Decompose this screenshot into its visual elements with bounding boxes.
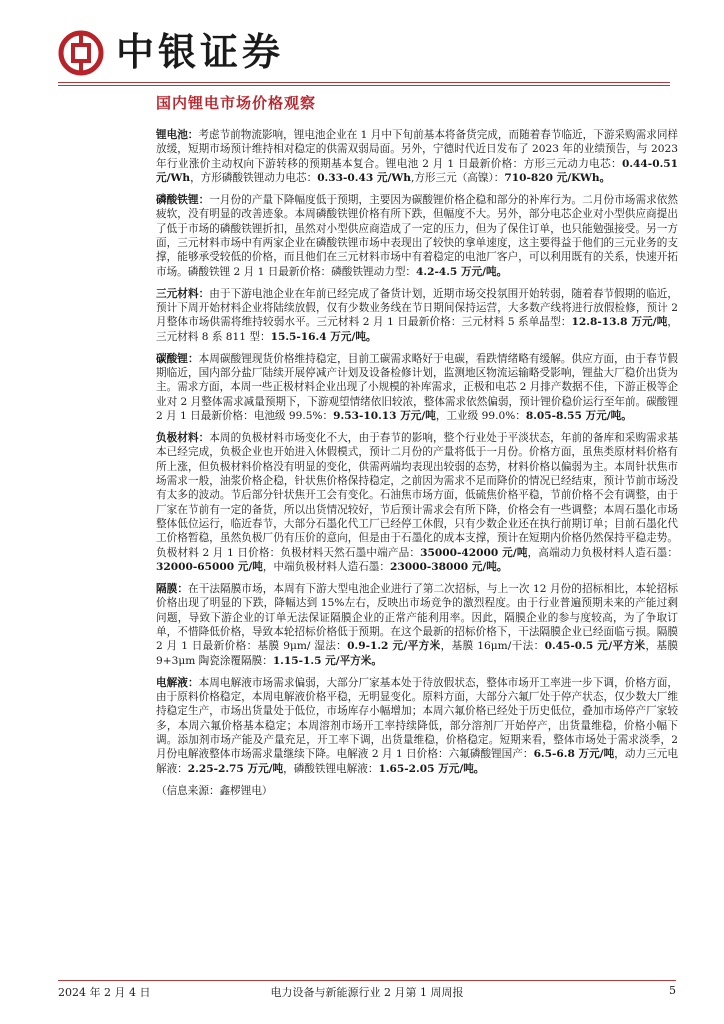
bold-text: 1.15-1.5 元/平方米。 [272, 654, 382, 667]
footer-report-title: 电力设备与新能源行业 2 月第 1 周周报 [270, 986, 464, 999]
bold-text: 隔膜： [156, 582, 189, 595]
bold-text: 23000-38000 元/吨。 [389, 561, 508, 573]
paragraph-list [156, 128, 678, 776]
report-paragraph [156, 128, 678, 185]
bold-text: 0.44-0.51 元/Wh [156, 157, 678, 185]
body-text: 由于下游电池企业在年前已经完成了备货计划，近期市场交投氛围开始转弱，随着春节假期的临近，预计下周开始材料企业将陆续放假，仅有少数业务线在节日期间保持运营，大多数产线将进行放假检修，预计 2 月整体市场供需将维持较弱水平。三元材料 2 月 1 日最新价格：三元材料 5 系单晶型： [156, 287, 679, 329]
brand-name: 中银证券 [116, 29, 285, 74]
bold-text: 9.53-10.13 万元/吨 [333, 409, 436, 422]
bold-text: 0.33-0.43 元/Wh [317, 172, 411, 185]
body-text: ，工业级 99.0%： [435, 409, 526, 422]
header-rule [58, 82, 670, 83]
bold-text: 0.9-1.2 元/平方米 [347, 640, 441, 653]
body-text: 在干法隔膜市场，本周有下游大型电池企业进行了第二次招标，与上一次 12 月份的招标相比，本轮招标价格出现了明显的下跌，降幅达到 15%左右，反映出市场竞争的激烈程度。由于行业普遍预期未来的产能过剩问题，导致下游企业的订单无法保证隔膜企业的正常产能利用率。因此，隔膜企业的参与度较高，为了争取订单，不惜降低价格，导致本轮招标价格低于预期。在这个最新的招标价格下，干法隔膜企业已经面临亏损。隔膜 2 月 1 日最新价格：基膜 9μm/ 湿法： [156, 582, 679, 653]
bold-text: 电解液： [156, 676, 199, 689]
bold-text: 负极材料： [156, 431, 210, 444]
body-text: ，磷酸铁锂电解液： [283, 762, 379, 775]
header-rule-secondary [58, 85, 670, 86]
footer-rule [58, 980, 676, 981]
body-text: ，基膜 16μm/干法： [440, 640, 545, 653]
boc-logo-icon [58, 30, 104, 76]
bold-text: 35000-42000 元/吨 [420, 546, 528, 559]
bold-text: 0.45-0.5 元/平方米 [544, 640, 646, 653]
bold-text: 8.05-8.55 万元/吨。 [525, 409, 632, 422]
body-text: ，基膜 9+3μm 陶瓷涂覆隔膜： [156, 640, 679, 667]
bold-text: 12.8-13.8 万元/吨 [571, 316, 668, 329]
body-text: ，三元材料 8 系 811 型： [156, 316, 679, 343]
report-paragraph [156, 287, 678, 344]
report-paragraph [156, 193, 678, 279]
bold-text: 锂电池： [156, 129, 199, 141]
body-text: 本周电解液市场需求偏弱，大部分厂家基本处于待放假状态，整体市场开工率进一步下调，价格方面，由于原料价格稳定，本周电解液价格平稳，无明显变化。原料方面，大部分六氟厂处于停产状态，仅少数大厂维持稳定生产，市场出货量处于低位，市场库存小幅增加；本周六氟价格已经处于历史低位，叠加市场停产厂家较多，本周六氟价格基本稳定；本周溶剂市场开工率持续降低，部分溶剂厂开始停产，出货量维稳，价格小幅下调。添加剂市场产能及产量充足，开工率下调，出货量维稳，价格稳定。短期来看，整体市场处于需求淡季，2 月份电解液整体市场需求量继续下降。电解液 2 月 1 日价格：六氟磷酸锂国产： [156, 676, 679, 761]
bold-text: 710-820 元/KWh。 [504, 172, 611, 185]
bold-text: 6.5-6.8 万元/吨 [533, 748, 615, 761]
bold-text: 三元材料： [156, 287, 210, 300]
body-text: ，中端负极材料人造石墨： [262, 561, 390, 573]
report-header [58, 30, 678, 78]
footer-date: 2024 年 2 月 4 日 [58, 986, 151, 999]
source-note: （信息来源：鑫椤锂电） [156, 784, 273, 797]
body-text: ,方形三元（高镍）： [410, 172, 505, 185]
report-paragraph [156, 431, 678, 574]
bold-text: 4.2-4.5 万元/吨。 [416, 265, 508, 278]
bold-text: 32000-65000 元/吨 [156, 561, 263, 573]
body-text: 本周碳酸锂现货价格维持稳定，目前工碳需求略好于电碳，看跌情绪略有缓解。供应方面，由于春节假期临近，国内部分盐厂陆续开展停减产计划及设备检修计划，监测地区物流运输略受影响，锂盐大厂稳价出货为主。需求方面，本周一些正极材料企业出现了小规模的补库需求，正极和电芯 2 月排产数据不佳，下游正极等企业对 2 月整体需求减量预期下，下游观望情绪依旧较浓，整体需求依然偏弱，预计锂价稳价运行至年前。碳酸锂 2 月 1 日最新价格：电池级 99.5%： [156, 352, 679, 422]
body-text: 本周的负极材料市场变化不大，由于春节的影响，整个行业处于平淡状态，年前的备库和采购需求基本已经完成，负极企业也开始进入休假模式，预计二月份的产量将低于一月份。价格方面，虽焦类原材料价格有所上涨，但负极材料价格没有明显的变化，供需两端均表现出较弱的态势，材料价格以偏弱为主。本周针状焦市场需求一般，油浆价格企稳，针状焦价格保持稳定，之前因为需求不足而降价的情况已经结束，预计节前市场没有太多的波动。节后部分针状焦开工会有变化。石油焦市场方面，低硫焦价格平稳，节前价格不会有调整，由于厂家在节前有一定的备货，所以出货情况较好，节后预计需求会有所下降，价格会有一些调整；本周石墨化市场整体低位运行，临近春节，大部分石墨化代工厂已经停工休假，只有少数企业还在执行前期订单；目前石墨化代工价格暂稳，虽然负极厂仍有压价的意向，但是由于石墨化的成本支撑，预计在短期内价格仍然保持平稳走势。负极材料 2 月 1 日价格：负极材料天然石墨中端产品： [156, 431, 679, 559]
report-paragraph [156, 676, 678, 776]
bold-text: 15.5-16.4 万元/吨。 [270, 330, 377, 343]
bold-text: 碳酸锂： [156, 352, 199, 365]
bold-text: 2.25-2.75 万元/吨 [187, 762, 284, 775]
body-text: ，动力三元电解液： [156, 748, 678, 775]
body-text: ，高端动力负极材料人造石墨： [527, 546, 679, 559]
section-title: 国内锂电市场价格观察 [156, 94, 317, 112]
bold-text: 磷酸铁锂： [156, 193, 210, 206]
page-number: 5 [669, 984, 676, 997]
body-text: 考虑节前物流影响，锂电池企业在 1 月中下旬前基本将备货完成，而随着春节临近，下游采购需求同样放缓，短期市场预计维持相对稳定的供需双弱局面。另外，宁德时代近日发布了 2023 年的业绩预告，与 2023 年行业涨价主动权向下游转移的预期基本复合。锂电池 2 月 1 日最新价格：方形三元动力电芯： [156, 129, 679, 170]
body-text: 一月份的产量下降幅度低于预期，主要因为碳酸锂价格企稳和部分的补库行为。二月份市场需求依然疲软，没有明显的改善迹象。本周磷酸铁锂价格有所下跌，但幅度不大。另外，部分电芯企业对小型供应商提出了低于市场的磷酸铁锂折扣，虽然对小型供应商造成了一定的压力，但为了保住订单，也只能勉强接受。另一方面，三元材料市场中有两家企业在磷酸铁锂市场中表现出了较快的拿单速度，这主要得益于他们的三元业务的支撑，能够承受较低的价格，而且他们在三元材料市场中有着稳定的电池厂客户，可以利用既有的关系，快速开拓市场。磷酸铁锂 2 月 1 日最新价格：磷酸铁锂动力型： [156, 193, 679, 278]
report-paragraph [156, 582, 678, 668]
report-body [156, 128, 678, 806]
bold-text: 1.65-2.05 万元/吨。 [378, 762, 485, 775]
report-paragraph [156, 352, 678, 424]
body-text: ，方形磷酸铁锂动力电芯： [190, 172, 318, 185]
